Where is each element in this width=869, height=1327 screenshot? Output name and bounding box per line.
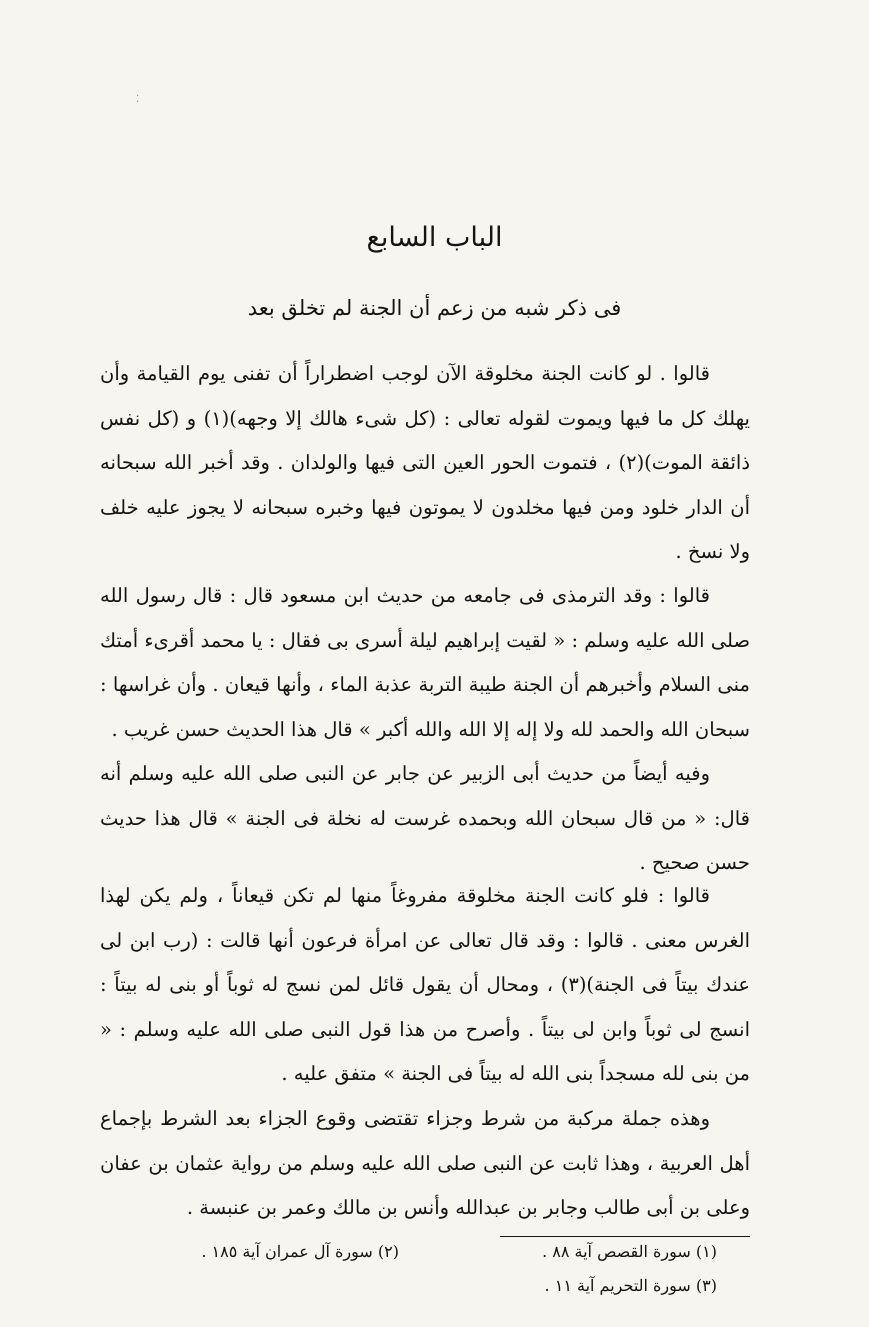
footnote-3: (٣) سورة التحريم آية ١١ . [544,1276,717,1295]
paragraph-3: وفيه أيضاً من حديث أبى الزبير عن جابر عن النبى صلى الله عليه وسلم أنه قال: « من قال سبحان الله وبحمده غرست له نخلة فى الجنة » قال هذا حديث حسن صحيح . [100,762,750,874]
chapter-subtitle: فى ذكر شبه من زعم أن الجنة لم تخلق بعد [247,296,622,320]
footnote-1: (١) سورة القصص آية ٨٨ . [542,1242,717,1261]
chapter-title: الباب السابع [366,222,503,253]
paragraph-4: قالوا : فلو كانت الجنة مخلوقة مفروغاً منها لم تكن قيعاناً ، ولم يكن لهذا الغرس معنى . قالوا : وقد قال تعالى عن امرأة فرعون أنها قالت : (رب ابن لى عندك بيتاً فى الجنة)(٣) ، ومحال أن يقول قائل لمن نسج له ثوباً أو بنى له بيتاً : انسج لى ثوباً وابن لى بيتاً . وأصرح من هذا قول النبى صلى الله عليه وسلم : « من بنى لله مسجداً بنى الله له بيتاً فى الجنة » متفق عليه . [100,884,750,1085]
paragraph-2: قالوا : وقد الترمذى فى جامعه من حديث ابن مسعود قال : قال رسول الله صلى الله عليه وسلم : « لقيت إبراهيم ليلة أسرى بى فقال : يا محمد أقرىء أمتك منى السلام وأخبرهم أن الجنة طيبة التربة عذبة الماء ، وأنها قيعان . وأن غراسها : سبحان الله والحمد لله ولا إله إلا الله والله أكبر » قال هذا الحديث حسن غريب . [100,584,750,741]
footnote-2: (٢) سورة آل عمران آية ١٨٥ . [201,1242,399,1261]
paragraph-1: قالوا . لو كانت الجنة مخلوقة الآن لوجب اضطراراً أن تفنى يوم القيامة وأن يهلك كل ما فيها ويموت لقوله تعالى : (كل شىء هالك إلا وجهه)(١) و (كل نفس ذائقة الموت)(٢) ، فتموت الحور العين التى فيها والولدان . وقد أخبر الله سبحانه أن الدار خلود ومن فيها مخلدون لا يموتون فيها وخبره سبحانه لا يجوز عليه خلف ولا نسخ . [100,362,751,563]
footnote-divider [500,1236,750,1237]
page-speck-mark: ⁚ [136,94,140,105]
paragraph-5: وهذه جملة مركبة من شرط وجزاء تقتضى وقوع الجزاء بعد الشرط بإجماع أهل العربية ، وهذا ثابت عن النبى صلى الله عليه وسلم من رواية عثمان بن عفان وعلى بن أبى طالب وجابر بن عبدالله وأنس بن مالك وعمر بن عنبسة . [100,1107,750,1219]
